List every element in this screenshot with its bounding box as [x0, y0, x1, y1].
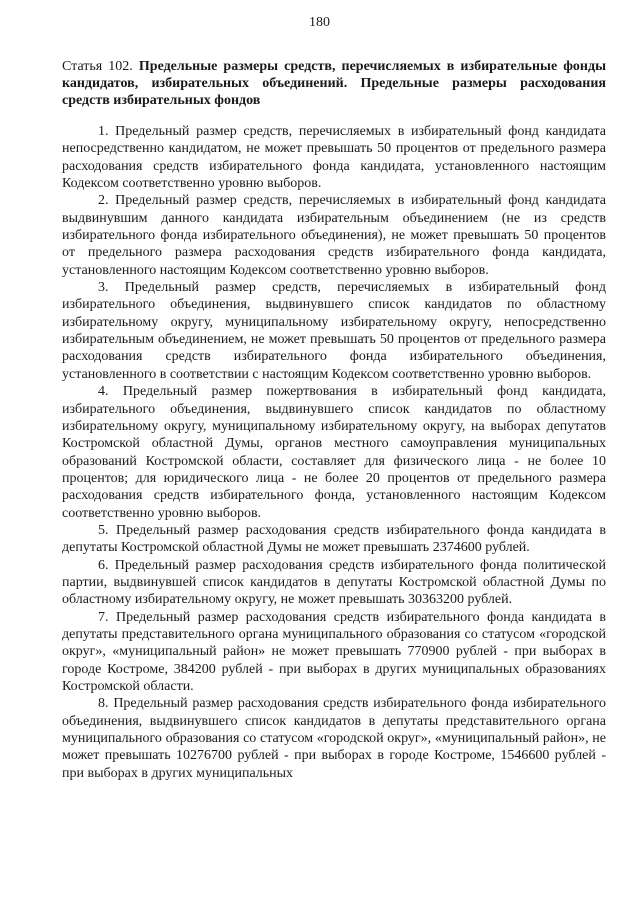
article-body [62, 123, 606, 782]
article-label: Статья 102. [62, 59, 133, 74]
paragraph-8: 8. Предельный размер расходования средств избирательного фонда избирательного объединения, выдвинувшего список кандидатов в депутаты представительного органа муниципального образования со статусом «городской округ», «муниципальный район», не может превышать 10276700 рублей - при выборах в городе Костроме, 1546600 рублей - при выборах в других муниципальных [62, 696, 606, 781]
paragraph-7: 7. Предельный размер расходования средств избирательного фонда кандидата в депутаты представительного органа муниципального образования со статусом «городской округ», «муниципальный район» не может превышать 770900 рублей - при выборах в городе Костроме, 384200 рублей - при выборах в других муниципальных образованиях Костромской области. [62, 609, 606, 694]
paragraph-3: 3. Предельный размер средств, перечисляемых в избирательный фонд избирательного объединения, выдвинувшего список кандидатов по областному избирательному округу, муниципальному избирательному округу, непосредственно избирательным объединением, не может превышать 50 процентов от предельного размера расходования средств избирательного фонда избирательного объединения, установленного в соответствии с настоящим Кодексом соответственно уровню выборов. [62, 280, 606, 382]
page-number: 180 [309, 15, 330, 30]
article-title: Предельные размеры средств, перечисляемых в избирательные фонды кандидатов, избирательных объединений. Предельные размеры расходования средств избирательных фондов [62, 59, 606, 108]
paragraph-4: 4. Предельный размер пожертвования в избирательный фонд кандидата, избирательного объединения, выдвинувшего список кандидатов по областному избирательному округу, муниципальному избирательному округу, на выборах депутатов Костромской областной Думы, органов местного самоуправления муниципальных образований Костромской области, составляет для физического лица - не более 10 процентов; для юридического лица - не более 20 процентов от предельного размера расходования средств избирательного фонда, установленного настоящим Кодексом соответственно уровню выборов. [62, 384, 606, 521]
paragraph-6: 6. Предельный размер расходования средств избирательного фонда политической партии, выдвинувшей список кандидатов в депутаты Костромской областной Думы по областному избирательному округу, не может превышать 30363200 рублей. [62, 557, 606, 608]
paragraph-2: 2. Предельный размер средств, перечисляемых в избирательный фонд кандидата выдвинувшим данного кандидата избирательным объединением (не из средств избирательного фонда избирательного объединения), не может превышать 50 процентов от предельного размера расходования средств избирательного фонда кандидата, установленного настоящим Кодексом соответственно уровню выборов. [62, 193, 606, 278]
paragraph-5: 5. Предельный размер расходования средств избирательного фонда кандидата в депутаты Костромской областной Думы не может превышать 2374600 рублей. [62, 522, 606, 556]
paragraph-1: 1. Предельный размер средств, перечисляемых в избирательный фонд кандидата непосредственно кандидатом, не может превышать 50 процентов от предельного размера расходования средств избирательного фонда кандидата, установленного настоящим Кодексом соответственно уровню выборов. [62, 124, 606, 192]
article-heading [62, 58, 606, 109]
